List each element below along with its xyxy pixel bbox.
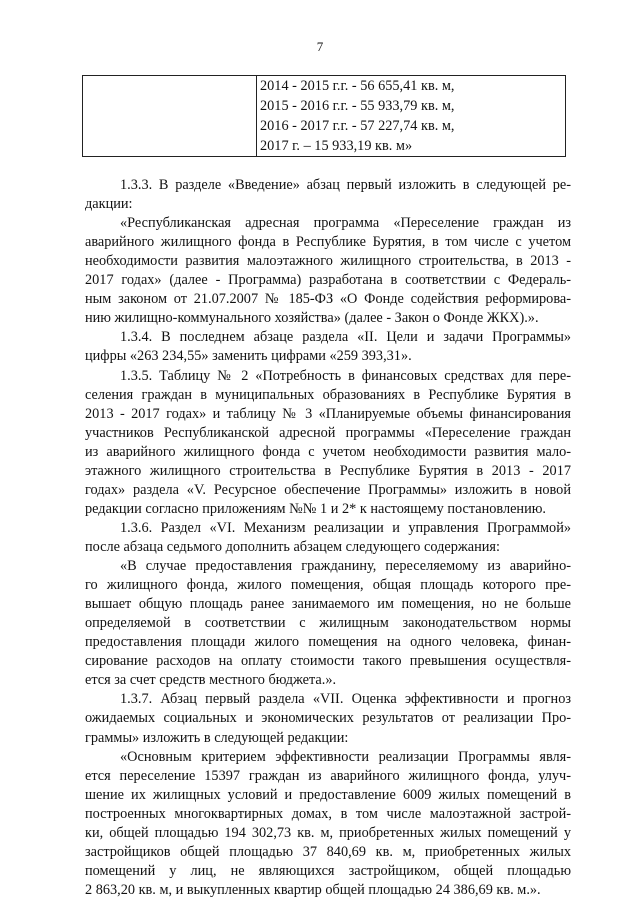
text-line: 1.3.6. Раздел «VI. Механизм реализации и управления Программой»: [120, 519, 571, 536]
area-line-2015-2016: 2015 - 2016 г.г. - 55 933,79 кв. м,: [260, 98, 455, 114]
text-line: «Основным критерием эффективности реализации Программы явля-: [120, 748, 571, 765]
table-cell-areas: [257, 76, 566, 157]
text-line: шение их жилищных условий и предоставление 6009 жилых помещений в: [85, 786, 571, 803]
text-line: помещений у лиц, не являющихся застройщиком, общей площадью: [85, 862, 571, 879]
text-line: ется за счет средств местного бюджета.».: [85, 672, 337, 689]
text-line: построенных многоквартирных домах, в том числе малоэтажной застрой-: [85, 805, 571, 822]
text-line: предоставления площади жилого помещения на одного человека, финан-: [85, 634, 571, 651]
text-line: вышает общую площадь ранее занимаемого им помещения, но не больше: [85, 596, 571, 613]
text-line: 1.3.4. В последнем абзаце раздела «II. Цели и задачи Программы»: [120, 329, 571, 346]
text-line: сирование расходов на оплату стоимости такого превышения осуществля-: [85, 653, 571, 670]
text-line: 2017 годах» (далее - Программа) разработана в соответствии с Федераль-: [85, 272, 571, 289]
text-line: «В случае предоставления гражданину, переселяемому из аварийно-: [120, 558, 571, 575]
text-line: ется переселение 15397 граждан из аварийного жилищного фонда, улуч-: [85, 767, 571, 784]
text-line: ки, общей площадью 194 302,73 кв. м, приобретенных жилых помещений у: [85, 824, 571, 841]
text-line: го жилищного фонда, жилого помещения, общая площадь которого пре-: [85, 577, 571, 594]
text-line: граммы» изложить в следующей редакции:: [85, 729, 349, 746]
text-line: 2 863,20 кв. м, и выкупленных квартир общей площадью 24 386,69 кв. м.».: [85, 881, 541, 898]
text-line: аварийного жилищного фонда в Республике Бурятия, в том числе с учетом: [85, 234, 571, 251]
text-line: «Республиканская адресная программа «Переселение граждан из: [120, 215, 571, 232]
text-line: дакции:: [85, 196, 133, 213]
text-line: 1.3.5. Таблицу № 2 «Потребность в финансовых средствах для пере-: [120, 367, 571, 384]
text-line: 2013 - 2017 годах» и таблицу № 3 «Планируемые объемы финансирования: [85, 405, 571, 422]
continuation-table: [82, 75, 566, 157]
text-line: из аварийного жилищного фонда с учетом необходимости развития мало-: [85, 443, 571, 460]
text-line: необходимости развития малоэтажного жилищного строительства, в 2013 -: [85, 253, 571, 270]
text-line: застройщиков общей площадью 37 840,69 кв. м, приобретенных жилых: [85, 843, 571, 860]
text-line: определяемой в соответствии с жилищным законодательством нормы: [85, 615, 571, 632]
text-line: редакции согласно приложениям №№ 1 и 2* к настоящему постановлению.: [85, 500, 546, 517]
table-cell-empty: [83, 76, 257, 157]
text-line: ожидаемых социальных и экономических результатов от реализации Про-: [85, 710, 571, 727]
text-line: участников Республиканской адресной программы «Переселение граждан: [85, 424, 571, 441]
area-line-2017: 2017 г. – 15 933,19 кв. м»: [260, 138, 413, 154]
area-line-2016-2017: 2016 - 2017 г.г. - 57 227,74 кв. м,: [260, 118, 455, 134]
table-row: [83, 76, 566, 157]
text-line: годах» раздела «V. Ресурсное обеспечение Программы» изложить в новой: [85, 481, 571, 498]
text-line: ным законом от 21.07.2007 № 185-ФЗ «О Фонде содействия реформирова-: [85, 291, 571, 308]
text-line: этажного жилищного строительства в Республике Бурятия в 2013 - 2017: [85, 462, 571, 479]
text-line: цифры «263 234,55» заменить цифрами «259 393,31».: [85, 348, 412, 365]
text-line: 1.3.7. Абзац первый раздела «VII. Оценка эффективности и прогноз: [120, 691, 571, 708]
area-line-2014-2015: 2014 - 2015 г.г. - 56 655,41 кв. м,: [260, 78, 455, 94]
page-number: 7: [316, 39, 324, 54]
text-line: нию жилищно-коммунального хозяйства» (далее - Закон о Фонде ЖКХ).».: [85, 310, 539, 327]
text-line: селения граждан в муниципальных образованиях в Республике Бурятия в: [85, 386, 571, 403]
text-line: 1.3.3. В разделе «Введение» абзац первый изложить в следующей ре-: [120, 177, 571, 193]
text-line: после абзаца седьмого дополнить абзацем следующего содержания:: [85, 539, 500, 555]
